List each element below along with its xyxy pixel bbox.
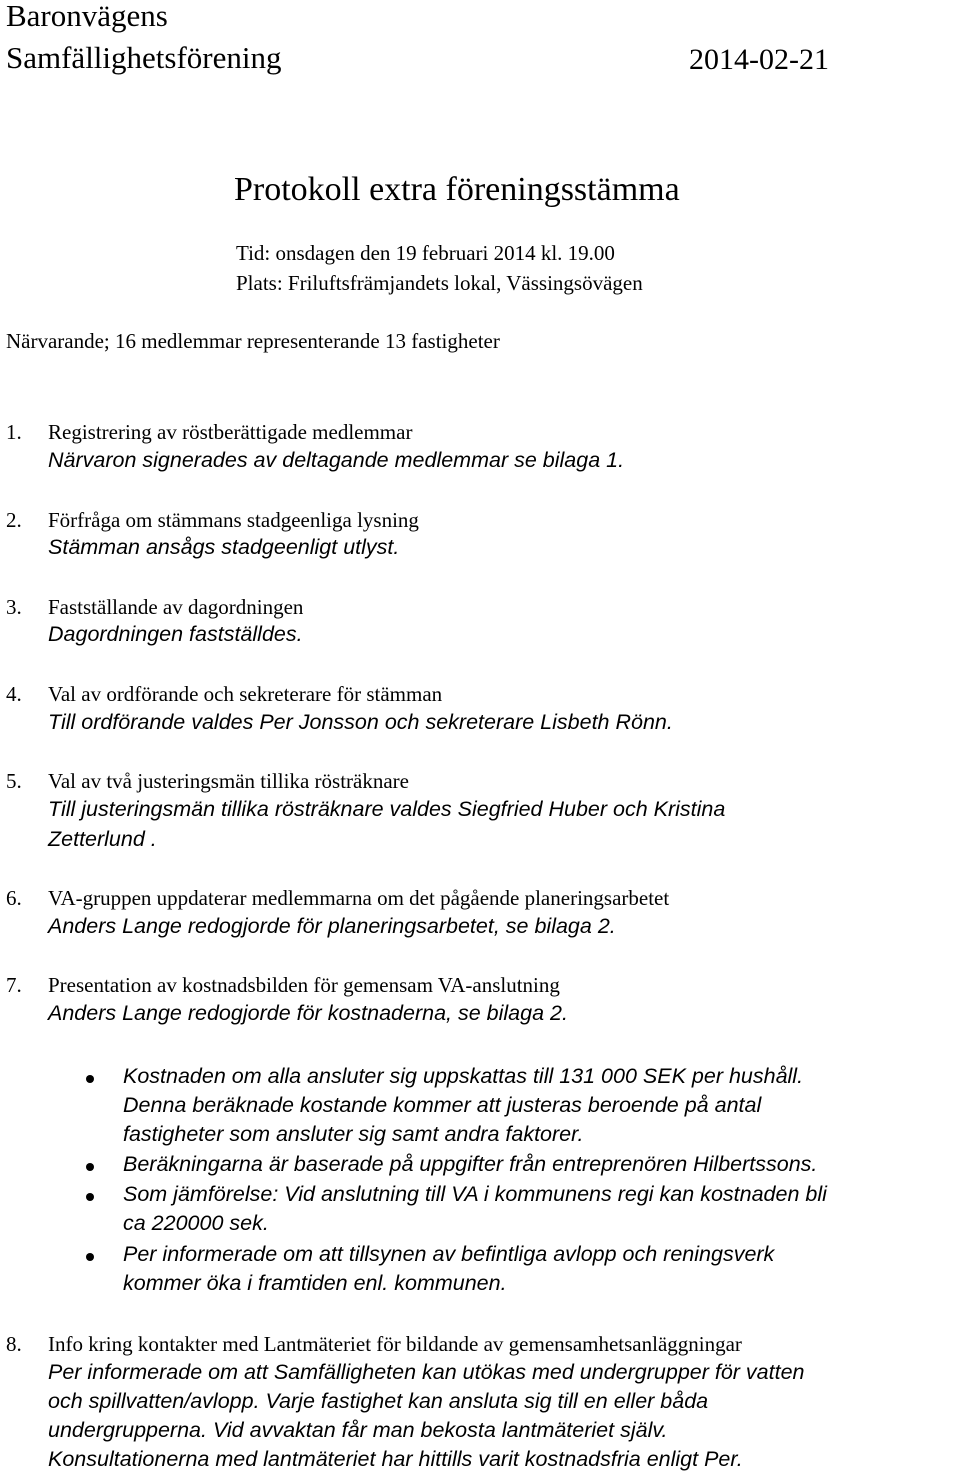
item-number: 6. [6,886,22,910]
item-body-line: Anders Lange redogjorde för planeringsarbetet, se bilaga 2. [48,914,616,938]
item-number: 2. [6,508,22,532]
item-number: 3. [6,595,22,619]
item-heading: VA-gruppen uppdaterar medlemmarna om det pågående planeringsarbetet [48,886,670,910]
item-number: 1. [6,420,22,444]
item-heading: Presentation av kostnadsbilden för gemensam VA-anslutning [48,973,560,997]
item-body-line: och spillvatten/avlopp. Varje fastighet kan ansluta sig till en eller båda [48,1389,709,1413]
bullet-line: ca 220000 sek. [123,1211,269,1235]
item-body-line: Anders Lange redogjorde för kostnaderna, se bilaga 2. [48,1001,568,1025]
attendance-line: Närvarande; 16 medlemmar representerande 13 fastigheter [6,329,500,353]
bullet-line: fastigheter som ansluter sig samt andra faktorer. [123,1122,584,1146]
bullet-line: Som jämförelse: Vid anslutning till VA i kommunens regi kan kostnaden bli [123,1182,827,1206]
bullet-icon [86,1253,94,1261]
item-body-line: Per informerade om att Samfälligheten kan utökas med undergrupper för vatten [48,1360,805,1384]
item-body-line: Dagordningen fastställdes. [48,622,303,646]
item-number: 4. [6,682,22,706]
bullet-line: Denna beräknade kostande kommer att justeras beroende på antal [123,1093,762,1117]
item-body-line: Stämman ansågs stadgeenligt utlyst. [48,535,400,559]
meeting-place: Plats: Friluftsfrämjandets lokal, Vässingsövägen [236,271,643,295]
item-body-line: Konsultationerna med lantmäteriet har hittills varit kostnadsfria enligt Per. [48,1447,743,1471]
bullet-line: kommer öka i framtiden enl. kommunen. [123,1271,507,1295]
item-number: 5. [6,769,22,793]
item-body-line: Zetterlund . [48,827,157,851]
item-heading: Val av ordförande och sekreterare för stämman [48,682,443,706]
bullet-line: Kostnaden om alla ansluter sig uppskattas till 131 000 SEK per hushåll. [123,1064,804,1088]
document-date: 2014-02-21 [689,43,829,76]
item-body-line: Närvaron signerades av deltagande medlemmar se bilaga 1. [48,448,625,472]
bullet-icon [86,1163,94,1171]
item-heading: Val av två justeringsmän tillika rösträknare [48,769,409,793]
document-title: Protokoll extra föreningsstämma [234,171,680,208]
item-heading: Registrering av röstberättigade medlemmar [48,420,413,444]
item-number: 7. [6,973,22,997]
organization-name-line2: Samfällighetsförening [6,40,282,75]
bullet-line: Per informerade om att tillsynen av befintliga avlopp och reningsverk [123,1242,775,1266]
item-heading: Info kring kontakter med Lantmäteriet för bildande av gemensamhetsanläggningar [48,1332,742,1356]
item-body-line: undergrupperna. Vid avvaktan får man bekosta lantmäteriet själv. [48,1418,668,1442]
organization-name-line1: Baronvägens [6,0,168,33]
item-heading: Fastställande av dagordningen [48,595,304,619]
item-body-line: Till justeringsmän tillika rösträknare valdes Siegfried Huber och Kristina [48,797,726,821]
bullet-line: Beräkningarna är baserade på uppgifter från entreprenören Hilbertssons. [123,1152,818,1176]
item-heading: Förfråga om stämmans stadgeenliga lysning [48,508,419,532]
item-number: 8. [6,1332,22,1356]
meeting-time: Tid: onsdagen den 19 februari 2014 kl. 19.00 [236,241,615,265]
item-body-line: Till ordförande valdes Per Jonsson och sekreterare Lisbeth Rönn. [48,710,673,734]
bullet-icon [86,1075,94,1083]
bullet-icon [86,1193,94,1201]
